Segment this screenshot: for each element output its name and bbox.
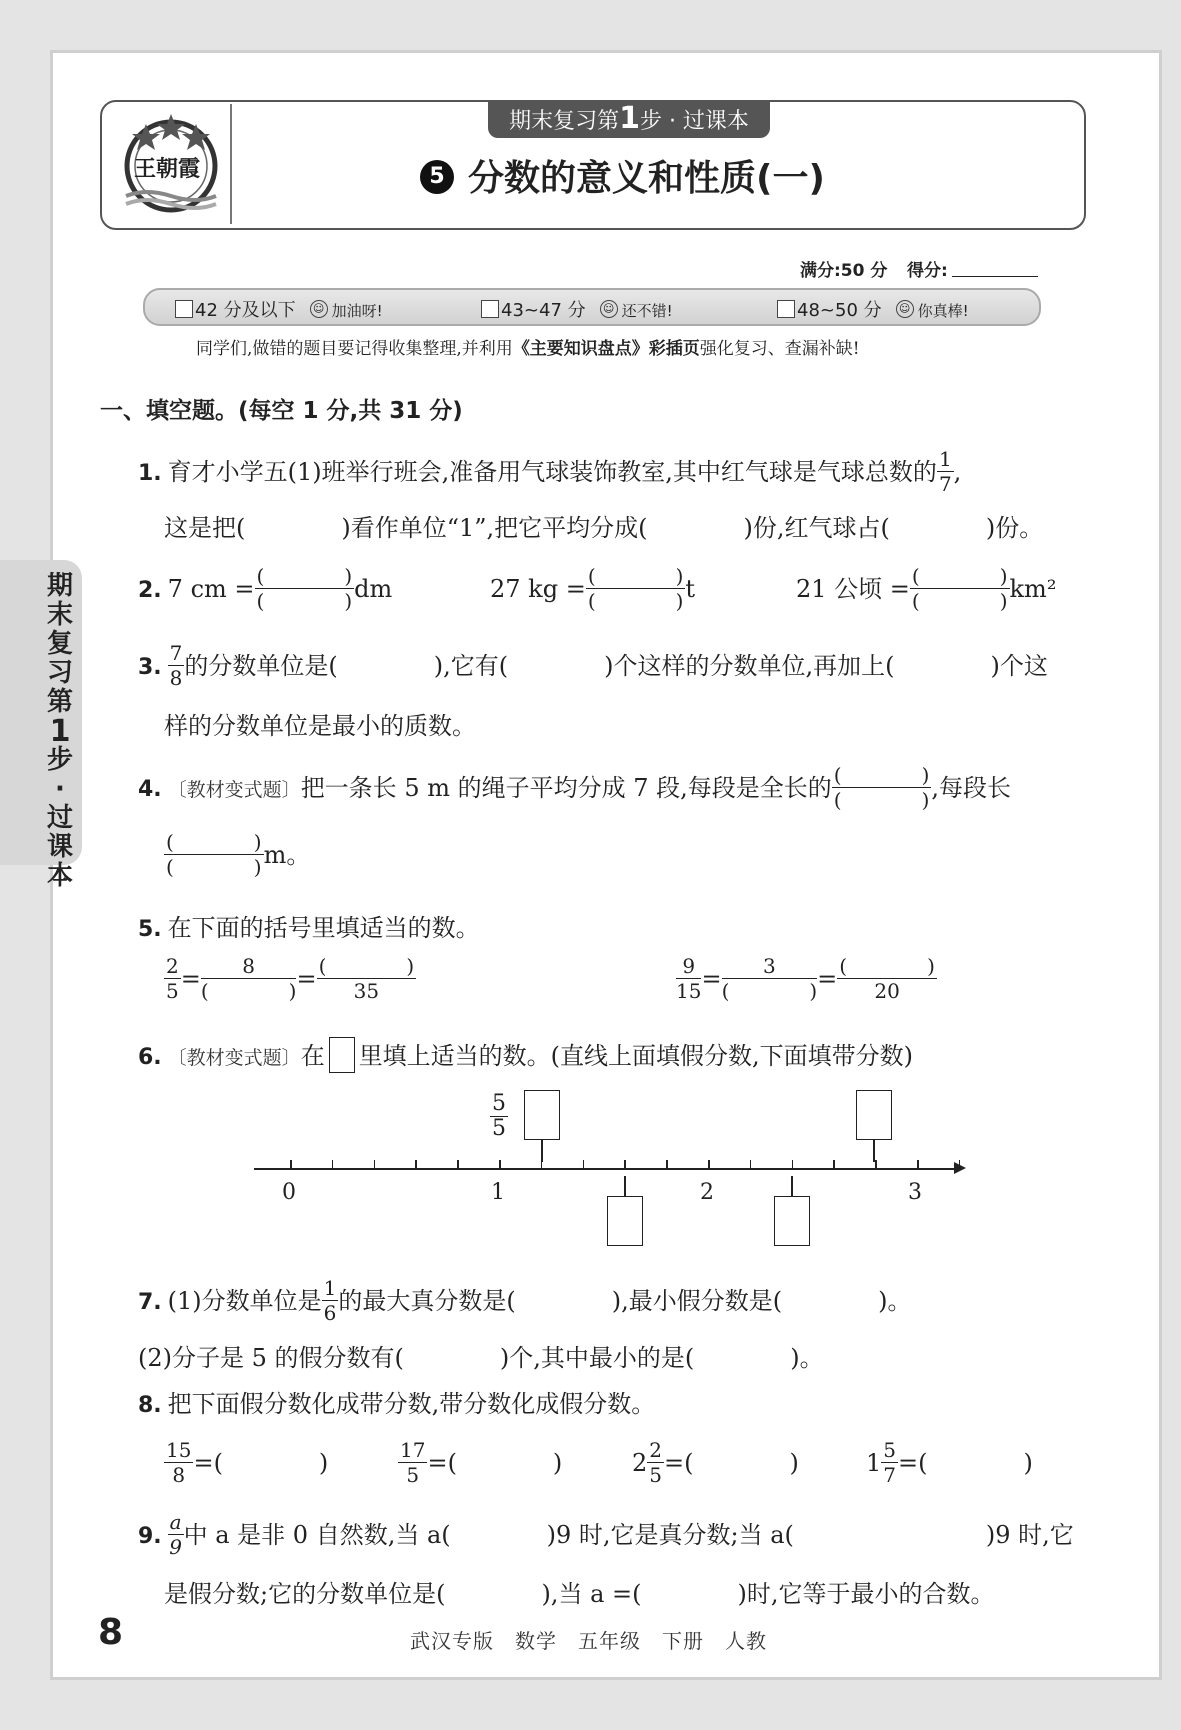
numerator: 15 [166,1438,192,1462]
conversion-item-4 [866,1440,1033,1489]
question-text: 育才小学五(1)班举行班会,准备用气球装饰教室,其中红气球是气球总数的 [167,458,937,486]
side-tab-char: 课 [46,832,73,862]
conversion-item-2 [398,1440,562,1489]
checkbox-icon[interactable] [777,300,795,318]
empty-box-icon [329,1037,355,1073]
side-tab-char: · [55,774,65,804]
notice-before: 同学们,做错的题目要记得收集整理,并利用 [196,339,513,359]
question-number: 3. [138,655,162,680]
denominator: 7 [883,1463,897,1487]
numerator: 7 [169,641,183,665]
answer-fraction-blank[interactable] [164,830,264,879]
question-text: 在 [300,1042,325,1070]
numerator: 1 [323,1276,337,1300]
side-tab-text [40,572,80,891]
answer-fraction-blank[interactable] [837,954,937,1003]
answer-blank[interactable]: =( ) [898,1449,1033,1477]
denominator: 5 [649,1463,663,1487]
numerator: ( ) [839,954,935,978]
question-9-line-2: 是假分数;它的分数单位是( ),当 a =( )时,它等于最小的合数。 [164,1580,995,1608]
answer-fraction-blank[interactable] [832,763,932,812]
numerator: 5 [883,1438,897,1462]
score-bar [143,288,1041,326]
numerator: ( ) [833,763,930,787]
question-number: 5. [138,917,162,942]
question-tag: 〔教材变式题〕 [167,1047,301,1069]
score-level-3-range: 48~50 分 [797,300,882,321]
conversion-item-1 [164,1440,328,1489]
down-arrow-icon [873,1140,875,1162]
fraction [164,954,181,1003]
answer-fraction-blank[interactable] [722,954,818,1003]
question-1-line-2: 这是把( )看作单位“1”,把它平均分成( )份,红气球占( )份。 [164,514,1044,542]
conversion-item-3 [632,1440,799,1489]
question-number: 1. [138,461,162,486]
question-number: 9. [138,1524,162,1549]
score-level-1-comment: 加油呀! [331,302,383,320]
score-level-3-comment: 你真棒! [917,302,969,320]
numerator: ( ) [256,564,353,588]
denominator: 35 [353,979,380,1003]
tick-mark [875,1160,877,1169]
question-number: 2. [138,578,162,603]
side-tab-char: 本 [46,861,73,891]
score-level-1 [175,296,383,322]
tick-mark [290,1160,292,1169]
down-arrow-icon [541,1140,543,1162]
tick-mark [917,1160,919,1169]
denominator: 7 [938,472,952,496]
question-3-line-2: 样的分数单位是最小的质数。 [164,712,476,740]
denominator: ( ) [721,979,818,1003]
score-label: 得分: [907,261,948,281]
question-8 [138,1384,655,1419]
tick-mark [666,1160,668,1169]
tick-mark [374,1160,376,1169]
answer-fraction-blank[interactable] [201,954,297,1003]
numerator: 1 [938,447,952,471]
notice-after: 强化复习、查漏补缺! [699,339,860,359]
page-number: 8 [98,1612,124,1653]
numerator: ( ) [587,564,684,588]
tick-mark [833,1160,835,1169]
tick-label-3: 3 [908,1180,922,1205]
side-tab-char: 过 [46,803,73,833]
banner-step: 1 [619,101,640,136]
notice [196,334,860,359]
denominator: ( ) [587,589,684,613]
tick-label-0: 0 [282,1180,296,1205]
tick-mark [959,1160,961,1169]
question-2 [138,566,392,615]
question-text: 的最大真分数是( ),最小假分数是( )。 [338,1287,912,1315]
number-line [254,1168,960,1170]
side-tab-char: 期 [46,571,73,601]
denominator: 5 [492,1116,506,1141]
question-5 [138,908,480,943]
logo-text: 王朝霞 [134,156,201,182]
answer-fraction-blank[interactable] [586,564,686,613]
numerator: a [169,1510,182,1534]
answer-blank[interactable]: =( ) [664,1449,799,1477]
question-text: 在下面的括号里填适当的数。 [167,914,480,942]
question-text: 21 公顷 = [796,575,910,603]
denominator: 15 [676,979,702,1003]
question-text: 7 cm = [167,575,255,603]
denominator: 8 [169,666,183,690]
numerator: 8 [201,954,297,979]
question-text: ,每段长 [931,774,1012,802]
side-tab-char: 末 [46,600,73,630]
answer-blank[interactable]: =( ) [193,1449,329,1477]
score-level-2-range: 43~47 分 [501,300,586,321]
tick-mark [457,1160,459,1169]
tick-mark [708,1160,710,1169]
fraction [168,641,185,690]
answer-fraction-blank[interactable] [910,564,1010,613]
question-text: 27 kg = [490,575,586,603]
title-text: 分数的意义和性质(一) [468,158,825,199]
answer-blank[interactable]: =( ) [427,1449,563,1477]
denominator: 5 [406,1463,420,1487]
denominator: ( ) [833,788,930,812]
score-level-3 [777,296,969,322]
tick-mark [415,1160,417,1169]
notice-bold: 《主要知识盘点》彩插页 [512,339,700,359]
denominator: ( ) [911,589,1008,613]
score-level-1-range: 42 分及以下 [195,300,296,321]
side-tab-char: 习 [46,658,73,688]
tick-mark [583,1160,585,1169]
smiley-icon: ☺ [896,300,914,318]
answer-fraction-blank[interactable] [317,954,417,1003]
unit-text: dm [354,575,393,603]
fraction [398,1438,427,1487]
side-tab-char: 第 [46,687,73,717]
question-5-left: $\frac{2}{5}$ = $\frac{8}{( )}$ = $\frac{( )}{35}$ [166,954,415,1003]
question-1-line-1 [138,449,961,498]
question-text: 中 a 是非 0 自然数,当 a( )9 时,它是真分数;当 a( )9 时,它 [183,1521,1074,1549]
score-level-2-comment: 还不错! [621,302,673,320]
unit-text: m。 [263,841,311,869]
question-number: 6. [138,1045,162,1070]
question-6 [138,1036,913,1076]
banner-prefix: 期末复习第 [509,109,620,134]
fraction [647,1438,664,1487]
side-tab-char: 复 [46,629,73,659]
numerator: 3 [722,954,818,979]
checkbox-icon[interactable] [481,300,499,318]
full-score: 满分:50 分 [800,261,888,281]
question-3-line-1 [138,643,1048,692]
question-4-line-2 [164,832,310,881]
numerator: 5 [492,1091,506,1116]
tick-mark [750,1160,752,1169]
numerator: 2 [166,954,179,978]
fraction [168,1510,184,1559]
fraction [937,447,954,496]
denominator: 9 [169,1535,182,1559]
score-level-2 [481,296,673,322]
checkbox-icon[interactable] [175,300,193,318]
question-number: 8. [138,1393,162,1418]
footer-text: 武汉专版 数学 五年级 下册 人教 [410,1629,767,1653]
answer-box-above[interactable] [524,1090,560,1140]
tick-label-1: 1 [491,1180,505,1205]
header-banner [488,100,770,138]
question-text: 把一条长 5 m 的绳子平均分成 7 段,每段是全长的 [300,774,832,802]
question-7-part-1 [138,1278,912,1327]
page-title [420,150,825,201]
unit-text: km² [1009,575,1057,603]
whole-number: 1 [866,1449,882,1477]
smiley-icon: ☺ [600,300,618,318]
smiley-icon: ☺ [310,300,328,318]
section-heading: 一、填空题。(每空 1 分,共 31 分) [100,398,463,424]
question-text: 把下面假分数化成带分数,带分数化成假分数。 [167,1390,656,1418]
numerator: ( ) [911,564,1008,588]
fraction [881,1438,898,1487]
question-text: 的分数单位是( ),它有( )个这样的分数单位,再加上( )个这 [184,652,1048,680]
question-7-part-2: (2)分子是 5 的假分数有( )个,其中最小的是( )。 [138,1344,824,1372]
numerator: ( ) [318,954,415,978]
answer-box-above[interactable] [856,1090,892,1140]
question-number: 4. [138,777,162,802]
section-number-badge: 5 [420,160,454,194]
question-number: 7. [138,1290,162,1315]
denominator: 5 [166,979,179,1003]
question-text: 里填上适当的数。(直线上面填假分数,下面填带分数) [358,1042,914,1070]
answer-box-below[interactable] [774,1196,810,1246]
up-arrow-icon [624,1176,626,1196]
unit-text: t [685,575,696,603]
numerator: 17 [400,1438,426,1462]
question-text: (1)分数单位是 [167,1287,322,1315]
tick-mark [792,1160,794,1169]
denominator: 20 [874,979,900,1003]
fraction [676,954,701,1003]
tick-mark [499,1160,501,1169]
numerator: 2 [649,1438,663,1462]
question-4-line-1 [138,765,1011,814]
answer-box-below[interactable] [607,1196,643,1246]
tick-mark [624,1160,626,1169]
fraction-label [490,1092,508,1141]
fraction [322,1276,339,1325]
tick-label-2: 2 [700,1180,714,1205]
header-divider [230,104,232,224]
fraction [164,1438,193,1487]
side-tab-char: 步 [46,745,73,775]
question-5-right: $\frac{9}{15}$ = $\frac{3}{( )}$ = $\frac{( )}{20}$ [676,954,935,1003]
answer-fraction-blank[interactable] [255,564,355,613]
denominator: ( ) [256,589,353,613]
denominator: 8 [172,1463,186,1487]
banner-suffix: 步 · 过课本 [639,109,749,134]
score-blank-line [952,276,1038,277]
up-arrow-icon [791,1176,793,1196]
numerator: 9 [676,954,701,979]
question-text: , [953,458,962,486]
question-tag: 〔教材变式题〕 [167,779,301,801]
question-2-b [490,566,695,615]
denominator: 6 [323,1301,337,1325]
side-tab-char: 1 [49,714,71,749]
whole-number: 2 [632,1449,648,1477]
question-9-line-1 [138,1512,1074,1561]
question-2-c [796,566,1056,615]
denominator: ( ) [166,855,262,879]
tick-mark [332,1160,334,1169]
denominator: ( ) [200,979,297,1003]
numerator: ( ) [166,830,262,854]
brand-logo [116,108,226,218]
